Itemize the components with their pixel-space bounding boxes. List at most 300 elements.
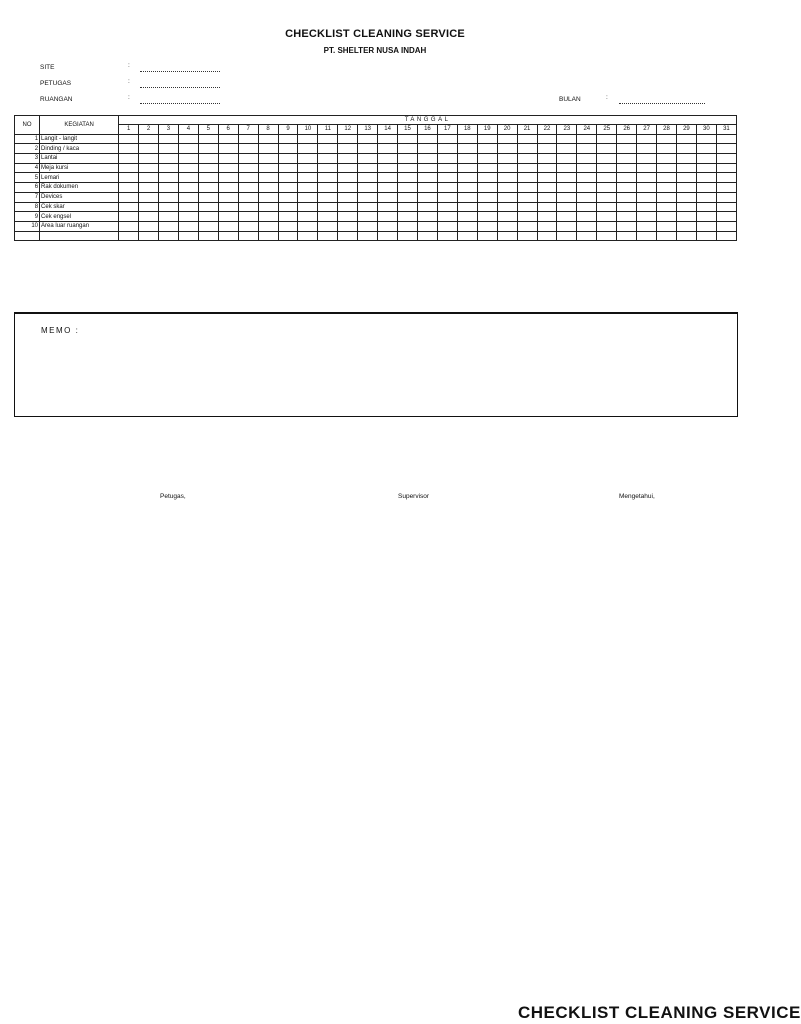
check-cell[interactable] xyxy=(159,154,179,164)
check-cell[interactable] xyxy=(617,183,637,193)
field-site-blank[interactable] xyxy=(140,64,220,72)
check-cell[interactable] xyxy=(338,221,358,231)
check-cell[interactable] xyxy=(198,231,218,241)
check-cell[interactable] xyxy=(378,192,398,202)
check-cell[interactable] xyxy=(457,173,477,183)
check-cell[interactable] xyxy=(477,192,497,202)
check-cell[interactable] xyxy=(557,231,577,241)
check-cell[interactable] xyxy=(637,192,657,202)
check-cell[interactable] xyxy=(258,173,278,183)
check-cell[interactable] xyxy=(696,144,716,154)
check-cell[interactable] xyxy=(417,212,437,222)
check-cell[interactable] xyxy=(139,134,159,144)
check-cell[interactable] xyxy=(238,134,258,144)
check-cell[interactable] xyxy=(517,231,537,241)
check-cell[interactable] xyxy=(338,134,358,144)
check-cell[interactable] xyxy=(238,221,258,231)
check-cell[interactable] xyxy=(676,202,696,212)
check-cell[interactable] xyxy=(577,154,597,164)
check-cell[interactable] xyxy=(278,173,298,183)
check-cell[interactable] xyxy=(517,221,537,231)
check-cell[interactable] xyxy=(437,183,457,193)
check-cell[interactable] xyxy=(716,144,736,154)
check-cell[interactable] xyxy=(119,192,139,202)
check-cell[interactable] xyxy=(378,221,398,231)
check-cell[interactable] xyxy=(637,173,657,183)
check-cell[interactable] xyxy=(577,163,597,173)
check-cell[interactable] xyxy=(218,183,238,193)
check-cell[interactable] xyxy=(119,163,139,173)
check-cell[interactable] xyxy=(258,154,278,164)
check-cell[interactable] xyxy=(398,221,418,231)
check-cell[interactable] xyxy=(676,173,696,183)
check-cell[interactable] xyxy=(477,154,497,164)
check-cell[interactable] xyxy=(258,163,278,173)
check-cell[interactable] xyxy=(258,183,278,193)
check-cell[interactable] xyxy=(517,212,537,222)
check-cell[interactable] xyxy=(398,212,418,222)
check-cell[interactable] xyxy=(159,134,179,144)
check-cell[interactable] xyxy=(437,154,457,164)
check-cell[interactable] xyxy=(716,221,736,231)
check-cell[interactable] xyxy=(537,144,557,154)
check-cell[interactable] xyxy=(318,183,338,193)
check-cell[interactable] xyxy=(238,202,258,212)
check-cell[interactable] xyxy=(218,192,238,202)
check-cell[interactable] xyxy=(477,144,497,154)
check-cell[interactable] xyxy=(358,183,378,193)
check-cell[interactable] xyxy=(159,183,179,193)
check-cell[interactable] xyxy=(517,192,537,202)
check-cell[interactable] xyxy=(617,192,637,202)
check-cell[interactable] xyxy=(437,212,457,222)
check-cell[interactable] xyxy=(139,221,159,231)
check-cell[interactable] xyxy=(417,192,437,202)
check-cell[interactable] xyxy=(159,192,179,202)
check-cell[interactable] xyxy=(417,202,437,212)
check-cell[interactable] xyxy=(139,212,159,222)
check-cell[interactable] xyxy=(238,144,258,154)
check-cell[interactable] xyxy=(398,144,418,154)
check-cell[interactable] xyxy=(637,231,657,241)
check-cell[interactable] xyxy=(178,163,198,173)
check-cell[interactable] xyxy=(139,144,159,154)
check-cell[interactable] xyxy=(298,163,318,173)
check-cell[interactable] xyxy=(358,192,378,202)
check-cell[interactable] xyxy=(676,192,696,202)
check-cell[interactable] xyxy=(238,163,258,173)
check-cell[interactable] xyxy=(278,231,298,241)
check-cell[interactable] xyxy=(577,192,597,202)
check-cell[interactable] xyxy=(159,163,179,173)
check-cell[interactable] xyxy=(617,202,637,212)
check-cell[interactable] xyxy=(477,134,497,144)
check-cell[interactable] xyxy=(258,144,278,154)
check-cell[interactable] xyxy=(218,212,238,222)
check-cell[interactable] xyxy=(178,231,198,241)
check-cell[interactable] xyxy=(676,163,696,173)
check-cell[interactable] xyxy=(298,202,318,212)
check-cell[interactable] xyxy=(358,173,378,183)
check-cell[interactable] xyxy=(457,134,477,144)
check-cell[interactable] xyxy=(198,192,218,202)
check-cell[interactable] xyxy=(119,154,139,164)
check-cell[interactable] xyxy=(477,221,497,231)
check-cell[interactable] xyxy=(537,212,557,222)
check-cell[interactable] xyxy=(417,134,437,144)
check-cell[interactable] xyxy=(378,163,398,173)
check-cell[interactable] xyxy=(278,221,298,231)
check-cell[interactable] xyxy=(696,183,716,193)
check-cell[interactable] xyxy=(238,192,258,202)
check-cell[interactable] xyxy=(696,173,716,183)
check-cell[interactable] xyxy=(457,202,477,212)
check-cell[interactable] xyxy=(716,154,736,164)
check-cell[interactable] xyxy=(696,221,716,231)
check-cell[interactable] xyxy=(159,173,179,183)
check-cell[interactable] xyxy=(398,163,418,173)
check-cell[interactable] xyxy=(417,183,437,193)
check-cell[interactable] xyxy=(198,134,218,144)
check-cell[interactable] xyxy=(637,144,657,154)
check-cell[interactable] xyxy=(716,173,736,183)
check-cell[interactable] xyxy=(557,144,577,154)
check-cell[interactable] xyxy=(139,173,159,183)
check-cell[interactable] xyxy=(676,154,696,164)
check-cell[interactable] xyxy=(318,134,338,144)
check-cell[interactable] xyxy=(139,202,159,212)
check-cell[interactable] xyxy=(537,154,557,164)
check-cell[interactable] xyxy=(258,134,278,144)
check-cell[interactable] xyxy=(477,163,497,173)
check-cell[interactable] xyxy=(338,183,358,193)
check-cell[interactable] xyxy=(218,173,238,183)
check-cell[interactable] xyxy=(358,212,378,222)
check-cell[interactable] xyxy=(238,212,258,222)
check-cell[interactable] xyxy=(716,134,736,144)
check-cell[interactable] xyxy=(557,192,577,202)
check-cell[interactable] xyxy=(338,144,358,154)
check-cell[interactable] xyxy=(657,202,677,212)
check-cell[interactable] xyxy=(637,212,657,222)
check-cell[interactable] xyxy=(178,212,198,222)
check-cell[interactable] xyxy=(258,231,278,241)
check-cell[interactable] xyxy=(537,173,557,183)
check-cell[interactable] xyxy=(517,202,537,212)
check-cell[interactable] xyxy=(218,134,238,144)
check-cell[interactable] xyxy=(477,212,497,222)
check-cell[interactable] xyxy=(318,163,338,173)
check-cell[interactable] xyxy=(198,173,218,183)
check-cell[interactable] xyxy=(617,231,637,241)
check-cell[interactable] xyxy=(597,192,617,202)
check-cell[interactable] xyxy=(278,202,298,212)
check-cell[interactable] xyxy=(437,221,457,231)
check-cell[interactable] xyxy=(159,144,179,154)
check-cell[interactable] xyxy=(477,173,497,183)
check-cell[interactable] xyxy=(178,183,198,193)
check-cell[interactable] xyxy=(457,144,477,154)
check-cell[interactable] xyxy=(437,231,457,241)
check-cell[interactable] xyxy=(617,221,637,231)
check-cell[interactable] xyxy=(159,231,179,241)
check-cell[interactable] xyxy=(318,192,338,202)
check-cell[interactable] xyxy=(178,221,198,231)
check-cell[interactable] xyxy=(318,173,338,183)
check-cell[interactable] xyxy=(696,192,716,202)
check-cell[interactable] xyxy=(437,192,457,202)
check-cell[interactable] xyxy=(119,221,139,231)
check-cell[interactable] xyxy=(437,202,457,212)
check-cell[interactable] xyxy=(358,231,378,241)
check-cell[interactable] xyxy=(258,192,278,202)
check-cell[interactable] xyxy=(278,212,298,222)
check-cell[interactable] xyxy=(577,134,597,144)
memo-box[interactable] xyxy=(14,312,738,417)
check-cell[interactable] xyxy=(218,202,238,212)
check-cell[interactable] xyxy=(497,134,517,144)
check-cell[interactable] xyxy=(298,212,318,222)
check-cell[interactable] xyxy=(657,163,677,173)
check-cell[interactable] xyxy=(159,212,179,222)
check-cell[interactable] xyxy=(358,154,378,164)
check-cell[interactable] xyxy=(557,221,577,231)
check-cell[interactable] xyxy=(139,154,159,164)
check-cell[interactable] xyxy=(537,163,557,173)
check-cell[interactable] xyxy=(537,202,557,212)
check-cell[interactable] xyxy=(218,163,238,173)
check-cell[interactable] xyxy=(577,231,597,241)
check-cell[interactable] xyxy=(198,154,218,164)
check-cell[interactable] xyxy=(218,144,238,154)
check-cell[interactable] xyxy=(437,134,457,144)
check-cell[interactable] xyxy=(716,212,736,222)
check-cell[interactable] xyxy=(597,183,617,193)
check-cell[interactable] xyxy=(178,202,198,212)
field-bulan-blank[interactable] xyxy=(619,96,705,104)
check-cell[interactable] xyxy=(198,221,218,231)
check-cell[interactable] xyxy=(696,202,716,212)
check-cell[interactable] xyxy=(497,173,517,183)
check-cell[interactable] xyxy=(378,154,398,164)
check-cell[interactable] xyxy=(597,212,617,222)
check-cell[interactable] xyxy=(577,221,597,231)
check-cell[interactable] xyxy=(617,163,637,173)
check-cell[interactable] xyxy=(716,202,736,212)
check-cell[interactable] xyxy=(657,144,677,154)
check-cell[interactable] xyxy=(497,163,517,173)
check-cell[interactable] xyxy=(198,202,218,212)
check-cell[interactable] xyxy=(716,163,736,173)
check-cell[interactable] xyxy=(178,134,198,144)
check-cell[interactable] xyxy=(617,154,637,164)
check-cell[interactable] xyxy=(417,221,437,231)
check-cell[interactable] xyxy=(378,173,398,183)
check-cell[interactable] xyxy=(617,173,637,183)
check-cell[interactable] xyxy=(318,154,338,164)
check-cell[interactable] xyxy=(218,221,238,231)
check-cell[interactable] xyxy=(457,163,477,173)
check-cell[interactable] xyxy=(119,212,139,222)
check-cell[interactable] xyxy=(318,221,338,231)
check-cell[interactable] xyxy=(278,144,298,154)
check-cell[interactable] xyxy=(119,202,139,212)
check-cell[interactable] xyxy=(696,163,716,173)
check-cell[interactable] xyxy=(238,154,258,164)
check-cell[interactable] xyxy=(457,221,477,231)
check-cell[interactable] xyxy=(417,231,437,241)
check-cell[interactable] xyxy=(278,134,298,144)
check-cell[interactable] xyxy=(597,154,617,164)
check-cell[interactable] xyxy=(497,192,517,202)
check-cell[interactable] xyxy=(398,231,418,241)
check-cell[interactable] xyxy=(378,134,398,144)
check-cell[interactable] xyxy=(676,144,696,154)
check-cell[interactable] xyxy=(139,192,159,202)
check-cell[interactable] xyxy=(676,221,696,231)
check-cell[interactable] xyxy=(597,144,617,154)
check-cell[interactable] xyxy=(278,163,298,173)
check-cell[interactable] xyxy=(258,202,278,212)
check-cell[interactable] xyxy=(557,212,577,222)
check-cell[interactable] xyxy=(358,202,378,212)
check-cell[interactable] xyxy=(657,221,677,231)
check-cell[interactable] xyxy=(557,173,577,183)
check-cell[interactable] xyxy=(676,134,696,144)
check-cell[interactable] xyxy=(696,154,716,164)
check-cell[interactable] xyxy=(398,192,418,202)
check-cell[interactable] xyxy=(378,202,398,212)
check-cell[interactable] xyxy=(537,134,557,144)
field-petugas-blank[interactable] xyxy=(140,80,220,88)
check-cell[interactable] xyxy=(716,231,736,241)
check-cell[interactable] xyxy=(557,134,577,144)
check-cell[interactable] xyxy=(318,144,338,154)
check-cell[interactable] xyxy=(637,202,657,212)
check-cell[interactable] xyxy=(577,212,597,222)
check-cell[interactable] xyxy=(537,231,557,241)
check-cell[interactable] xyxy=(517,163,537,173)
check-cell[interactable] xyxy=(537,183,557,193)
check-cell[interactable] xyxy=(537,221,557,231)
check-cell[interactable] xyxy=(657,192,677,202)
check-cell[interactable] xyxy=(617,144,637,154)
check-cell[interactable] xyxy=(437,173,457,183)
check-cell[interactable] xyxy=(338,231,358,241)
check-cell[interactable] xyxy=(278,183,298,193)
check-cell[interactable] xyxy=(597,163,617,173)
check-cell[interactable] xyxy=(557,154,577,164)
check-cell[interactable] xyxy=(298,192,318,202)
check-cell[interactable] xyxy=(417,173,437,183)
check-cell[interactable] xyxy=(696,134,716,144)
check-cell[interactable] xyxy=(298,221,318,231)
check-cell[interactable] xyxy=(338,202,358,212)
check-cell[interactable] xyxy=(119,231,139,241)
check-cell[interactable] xyxy=(577,144,597,154)
check-cell[interactable] xyxy=(238,173,258,183)
check-cell[interactable] xyxy=(457,183,477,193)
check-cell[interactable] xyxy=(338,154,358,164)
check-cell[interactable] xyxy=(657,212,677,222)
check-cell[interactable] xyxy=(159,202,179,212)
check-cell[interactable] xyxy=(159,221,179,231)
check-cell[interactable] xyxy=(657,183,677,193)
check-cell[interactable] xyxy=(258,221,278,231)
check-cell[interactable] xyxy=(398,154,418,164)
check-cell[interactable] xyxy=(557,183,577,193)
check-cell[interactable] xyxy=(358,134,378,144)
check-cell[interactable] xyxy=(417,163,437,173)
check-cell[interactable] xyxy=(358,163,378,173)
check-cell[interactable] xyxy=(577,183,597,193)
check-cell[interactable] xyxy=(617,212,637,222)
check-cell[interactable] xyxy=(696,212,716,222)
check-cell[interactable] xyxy=(557,202,577,212)
check-cell[interactable] xyxy=(139,163,159,173)
check-cell[interactable] xyxy=(119,183,139,193)
check-cell[interactable] xyxy=(238,231,258,241)
check-cell[interactable] xyxy=(657,173,677,183)
check-cell[interactable] xyxy=(597,202,617,212)
check-cell[interactable] xyxy=(477,202,497,212)
check-cell[interactable] xyxy=(119,144,139,154)
check-cell[interactable] xyxy=(497,231,517,241)
check-cell[interactable] xyxy=(298,154,318,164)
check-cell[interactable] xyxy=(497,154,517,164)
check-cell[interactable] xyxy=(457,212,477,222)
check-cell[interactable] xyxy=(597,173,617,183)
check-cell[interactable] xyxy=(597,221,617,231)
check-cell[interactable] xyxy=(497,202,517,212)
check-cell[interactable] xyxy=(517,134,537,144)
check-cell[interactable] xyxy=(417,154,437,164)
check-cell[interactable] xyxy=(637,134,657,144)
check-cell[interactable] xyxy=(278,192,298,202)
check-cell[interactable] xyxy=(477,231,497,241)
check-cell[interactable] xyxy=(477,183,497,193)
check-cell[interactable] xyxy=(298,173,318,183)
check-cell[interactable] xyxy=(119,134,139,144)
check-cell[interactable] xyxy=(178,192,198,202)
check-cell[interactable] xyxy=(318,202,338,212)
check-cell[interactable] xyxy=(398,183,418,193)
check-cell[interactable] xyxy=(617,134,637,144)
check-cell[interactable] xyxy=(178,144,198,154)
check-cell[interactable] xyxy=(218,154,238,164)
check-cell[interactable] xyxy=(676,212,696,222)
check-cell[interactable] xyxy=(537,192,557,202)
check-cell[interactable] xyxy=(298,231,318,241)
check-cell[interactable] xyxy=(298,183,318,193)
check-cell[interactable] xyxy=(577,173,597,183)
check-cell[interactable] xyxy=(637,163,657,173)
check-cell[interactable] xyxy=(716,183,736,193)
check-cell[interactable] xyxy=(676,183,696,193)
check-cell[interactable] xyxy=(278,154,298,164)
check-cell[interactable] xyxy=(198,163,218,173)
check-cell[interactable] xyxy=(497,221,517,231)
check-cell[interactable] xyxy=(378,144,398,154)
check-cell[interactable] xyxy=(577,202,597,212)
check-cell[interactable] xyxy=(457,231,477,241)
check-cell[interactable] xyxy=(637,154,657,164)
check-cell[interactable] xyxy=(517,173,537,183)
check-cell[interactable] xyxy=(457,154,477,164)
check-cell[interactable] xyxy=(657,154,677,164)
check-cell[interactable] xyxy=(657,231,677,241)
check-cell[interactable] xyxy=(417,144,437,154)
